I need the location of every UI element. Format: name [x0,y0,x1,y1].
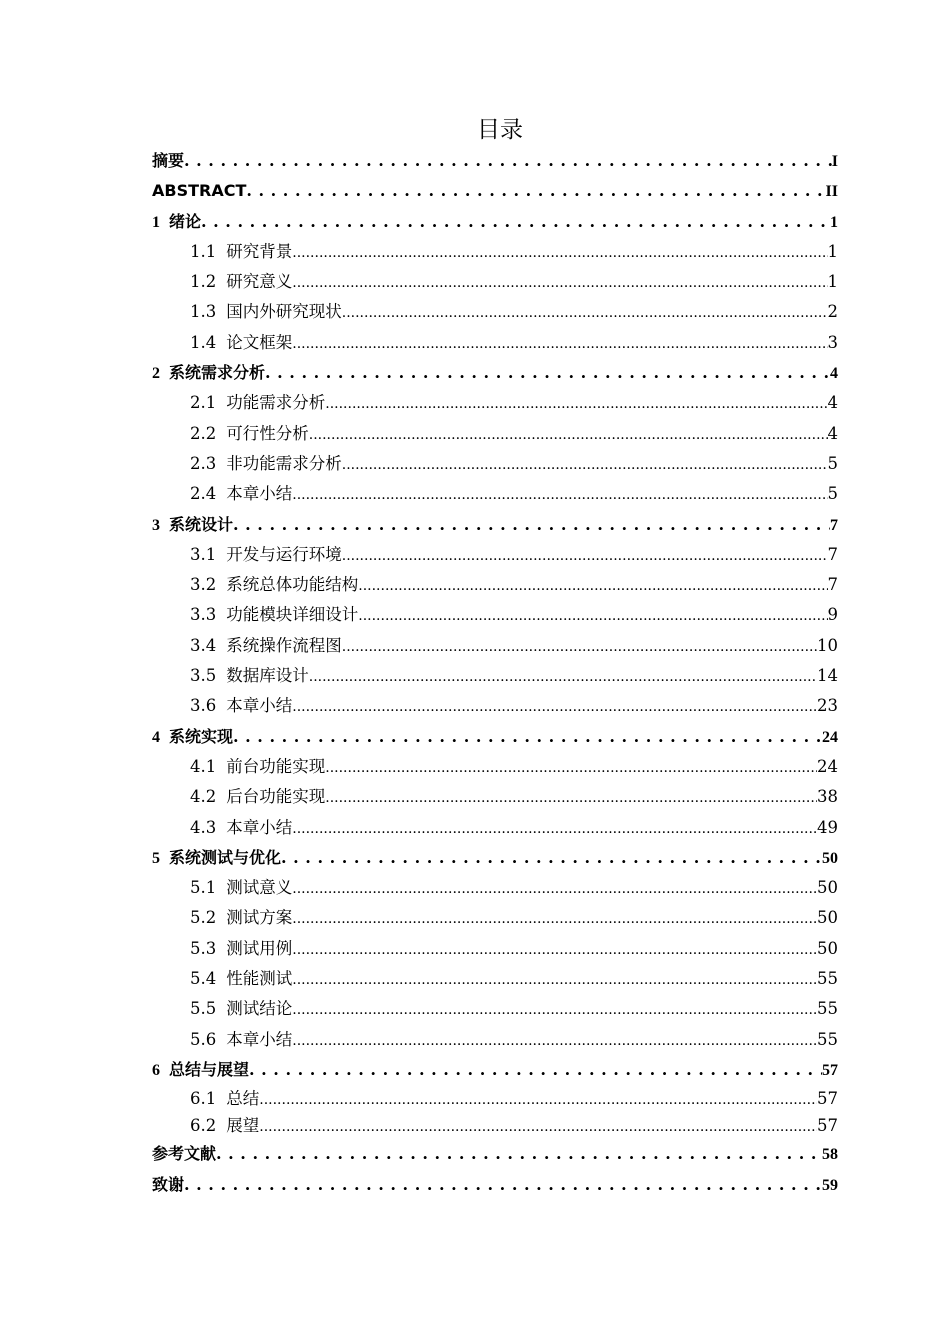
toc-entry-page: 1 [830,213,838,231]
toc-entry-title: 系统测试与优化 [169,847,282,867]
toc-entry-page: 50 [817,938,838,958]
toc-section-entry[interactable] [152,449,838,479]
toc-entry-title: 本章小结 [226,696,293,716]
toc-entry-title: 可行性分析 [226,423,309,443]
toc-entry-number: 5.1 [190,878,217,898]
toc-section-entry[interactable] [152,1025,838,1055]
toc-entry-page: 5 [827,484,838,504]
toc-entry-title: 测试结论 [226,999,293,1019]
toc-dot-leader [292,267,827,298]
toc-section-entry[interactable] [152,570,838,600]
toc-dot-leader [292,964,817,995]
toc-section-entry[interactable] [152,540,838,570]
toc-dot-leader [309,661,817,692]
toc-entry-title: 系统需求分析 [169,363,266,383]
toc-dot-leader [184,1170,822,1200]
toc-entry-number: 5.3 [190,938,217,958]
toc-section-entry[interactable] [152,419,838,449]
toc-chapter-entry[interactable] [152,1139,838,1169]
toc-entry-number: 3.4 [190,635,217,655]
toc-entry-page: 5 [827,453,838,473]
toc-entry-page: 50 [817,878,838,898]
toc-dot-leader [292,1025,817,1056]
toc-section-entry[interactable] [152,600,838,630]
toc-section-entry[interactable] [152,691,838,721]
toc-entry-title: 系统实现 [169,726,234,746]
toc-chapter-entry[interactable] [152,1055,838,1085]
toc-entry-page: 7 [827,575,838,595]
toc-entry-number: 2.1 [190,393,217,413]
toc-dot-leader [292,237,827,268]
toc-entry-number: 3.6 [190,696,217,716]
toc-entry-number: 6 [152,1061,160,1079]
toc-entry-number: 2.4 [190,484,217,504]
toc-entry-title: 性能测试 [226,969,293,989]
toc-entry-title: 测试意义 [226,878,293,898]
toc-section-entry[interactable] [152,813,838,843]
toc-dot-leader [292,691,817,722]
toc-entry-title: 国内外研究现状 [226,302,342,322]
toc-entry-title: 摘要 [152,151,185,170]
toc-entry-title: 开发与运行环境 [226,544,342,564]
toc-entry-number: 5.6 [190,1029,217,1049]
toc-entry-number: 4 [152,728,160,746]
toc-dot-leader [292,479,827,510]
toc-dot-leader [246,176,825,206]
toc-entry-page: 4 [830,365,838,383]
toc-chapter-entry[interactable] [152,207,838,237]
toc-entry-title: 系统设计 [169,514,234,534]
toc-entry-number: 3 [152,516,160,534]
toc-entry-number: 5.4 [190,969,217,989]
toc-entry-page: 59 [822,1176,838,1194]
toc-dot-leader [292,934,817,965]
toc-section-entry[interactable] [152,934,838,964]
toc-entry-number: 1.4 [190,332,217,352]
toc-dot-leader [292,873,817,904]
toc-entry-number: 4.3 [190,817,217,837]
toc-section-entry[interactable] [152,752,838,782]
toc-entry-title: 致谢 [152,1174,185,1194]
toc-entry-title: 研究背景 [226,241,293,261]
table-of-contents [152,146,838,1200]
toc-entry-title: 后台功能实现 [226,787,326,807]
toc-entry-page: 1 [827,241,838,261]
toc-chapter-entry[interactable] [152,510,838,540]
toc-section-entry[interactable] [152,267,838,297]
toc-entry-number: 4.1 [190,756,217,776]
toc-dot-leader [233,510,830,540]
toc-section-entry[interactable] [152,782,838,812]
toc-entry-page: 38 [817,787,838,807]
toc-entry-title: 展望 [226,1116,260,1136]
toc-entry-number: 3.5 [190,666,217,686]
toc-dot-leader [358,570,827,601]
toc-section-entry[interactable] [152,994,838,1024]
toc-entry-title: 总结 [226,1089,260,1109]
toc-entry-page: 57 [817,1116,838,1136]
toc-entry-page: 4 [827,393,838,413]
toc-entry-page: 2 [827,302,838,322]
toc-entry-number: 6.2 [190,1116,217,1136]
toc-entry-page: 55 [817,1029,838,1049]
toc-entry-title: 论文框架 [226,332,293,352]
toc-entry-number: 2.2 [190,423,217,443]
toc-dot-leader [292,328,827,359]
toc-entry-title: 测试方案 [226,908,293,928]
toc-dot-leader [265,358,830,388]
toc-entry-title: 前台功能实现 [226,756,326,776]
toc-dot-leader [309,419,828,450]
toc-section-entry[interactable] [152,479,838,509]
toc-entry-page: 24 [817,756,838,776]
toc-entry-number: 5.2 [190,908,217,928]
toc-dot-leader [325,782,817,813]
toc-entry-page: 57 [822,1061,838,1079]
toc-entry-page: 49 [817,817,838,837]
toc-entry-number: 1.3 [190,302,217,322]
toc-entry-title: 总结与展望 [169,1059,250,1079]
toc-entry-number: 3.3 [190,605,217,625]
toc-entry-page: 3 [827,332,838,352]
toc-dot-leader [325,752,817,783]
toc-entry-page: 9 [827,605,838,625]
toc-entry-page: 50 [817,908,838,928]
toc-chapter-entry[interactable] [152,358,838,388]
toc-entry-title: ABSTRACT [152,181,247,201]
toc-dot-leader [249,1055,822,1085]
toc-chapter-entry[interactable] [152,146,838,176]
toc-dot-leader [358,600,827,631]
toc-entry-page: 55 [817,999,838,1019]
toc-entry-number: 3.2 [190,575,217,595]
toc-entry-page: 14 [817,666,838,686]
toc-entry-title: 测试用例 [226,938,293,958]
toc-entry-number: 3.1 [190,544,217,564]
toc-section-entry[interactable] [152,964,838,994]
toc-entry-page: 50 [822,849,838,867]
toc-section-entry[interactable] [152,297,838,327]
toc-dot-leader [325,388,827,419]
toc-entry-number: 5.5 [190,999,217,1019]
toc-entry-page: 24 [822,728,838,746]
toc-dot-leader [201,207,830,237]
toc-entry-title: 本章小结 [226,1029,293,1049]
toc-dot-leader [342,297,828,328]
toc-entry-page: I [831,153,838,170]
toc-dot-leader [292,813,817,844]
toc-entry-page: 57 [817,1089,838,1109]
toc-entry-title: 绪论 [169,211,202,231]
toc-section-entry[interactable] [152,1112,838,1139]
toc-dot-leader [184,146,832,176]
toc-section-entry[interactable] [152,903,838,933]
toc-entry-page: 1 [827,272,838,292]
toc-entry-number: 2.3 [190,453,217,473]
toc-dot-leader [281,843,822,873]
page-title: 目录 [477,117,523,143]
toc-entry-number: 2 [152,365,160,383]
toc-entry-title: 参考文献 [152,1144,217,1164]
toc-dot-leader [216,1139,822,1169]
toc-entry-page: 23 [817,696,838,716]
toc-section-entry[interactable] [152,388,838,418]
toc-entry-page: 58 [822,1146,838,1164]
toc-entry-number: 5 [152,849,160,867]
toc-entry-title: 研究意义 [226,272,293,292]
toc-dot-leader [342,449,828,480]
toc-section-entry[interactable] [152,1085,838,1112]
toc-entry-number: 6.1 [190,1089,217,1109]
toc-dot-leader [342,631,817,662]
toc-entry-page: II [825,183,838,201]
toc-entry-title: 数据库设计 [226,666,309,686]
toc-chapter-entry[interactable] [152,1170,838,1200]
toc-entry-title: 系统总体功能结构 [226,575,359,595]
toc-entry-page: 4 [827,423,838,443]
toc-dot-leader [342,540,828,571]
toc-section-entry[interactable] [152,661,838,691]
toc-entry-page: 55 [817,969,838,989]
toc-entry-title: 功能模块详细设计 [226,605,359,625]
toc-section-entry[interactable] [152,237,838,267]
toc-dot-leader [259,1085,817,1114]
toc-section-entry[interactable] [152,328,838,358]
toc-entry-number: 1.1 [190,241,217,261]
toc-entry-page: 10 [817,635,838,655]
toc-entry-title: 非功能需求分析 [226,453,342,473]
toc-entry-number: 4.2 [190,787,217,807]
toc-entry-page: 7 [827,544,838,564]
toc-entry-number: 1.2 [190,272,217,292]
toc-section-entry[interactable] [152,873,838,903]
toc-entry-page: 7 [830,516,838,534]
toc-dot-leader [233,722,822,752]
toc-entry-title: 本章小结 [226,484,293,504]
toc-chapter-entry[interactable] [152,843,838,873]
toc-entry-title: 功能需求分析 [226,393,326,413]
toc-dot-leader [292,903,817,934]
toc-chapter-entry[interactable] [152,176,838,206]
toc-dot-leader [259,1112,817,1141]
toc-entry-number: 1 [152,213,160,231]
toc-entry-title: 本章小结 [226,817,293,837]
toc-entry-title: 系统操作流程图 [226,635,342,655]
toc-section-entry[interactable] [152,631,838,661]
toc-chapter-entry[interactable] [152,722,838,752]
toc-dot-leader [292,994,817,1025]
